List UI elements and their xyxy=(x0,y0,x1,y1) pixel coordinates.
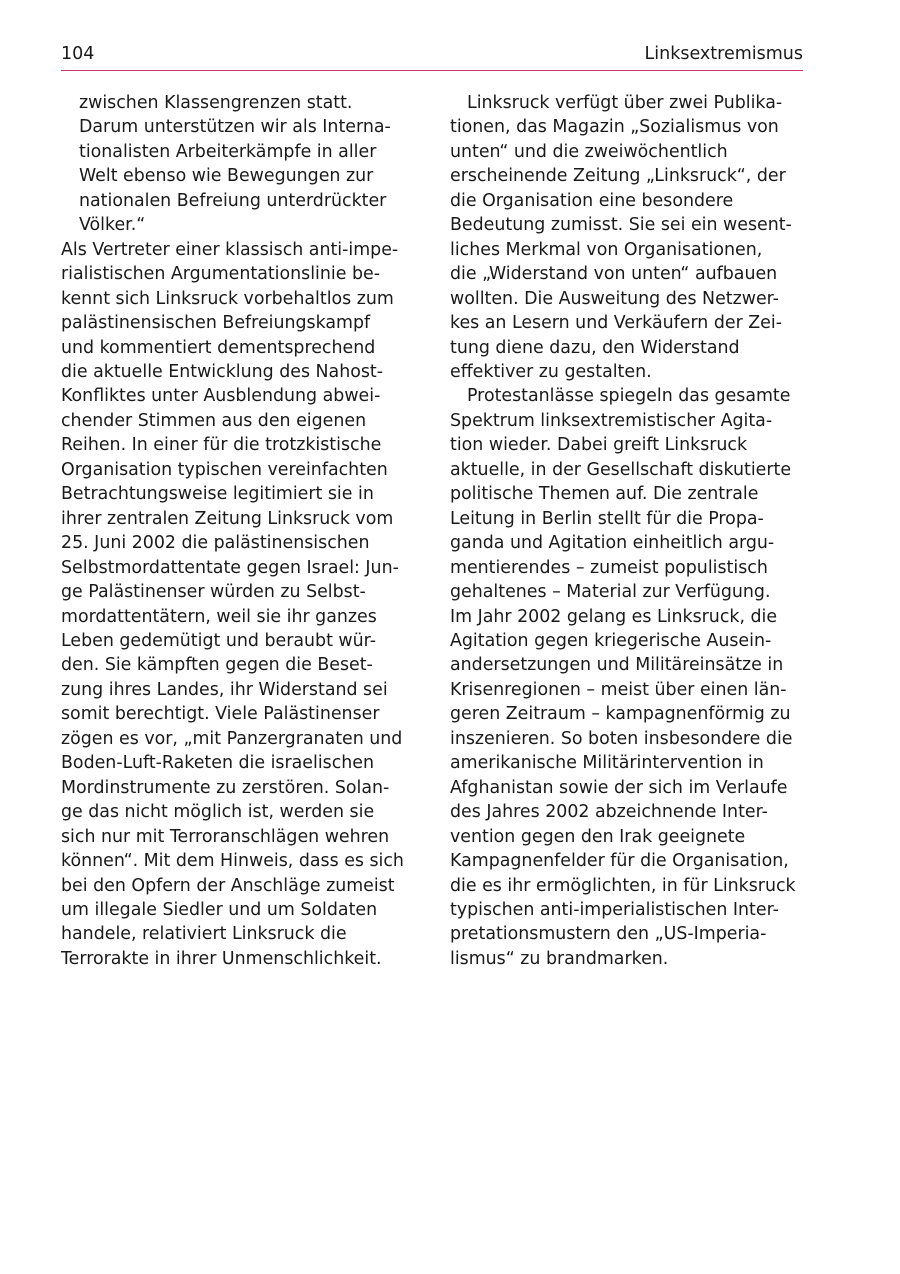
paragraph xyxy=(450,91,803,384)
text-line: amerikanische Militärintervention in xyxy=(450,753,764,774)
text-line: kes an Lesern und Verkäufern der Zei- xyxy=(450,313,782,334)
text-line: palästinensischen Befreiungskampf xyxy=(61,313,371,334)
text-line: Linksruck verfügt über zwei Publika- xyxy=(467,93,783,113)
text-line: die aktuelle Entwicklung des Nahost- xyxy=(61,361,384,382)
text-line: sich nur mit Terroranschlägen wehren xyxy=(61,826,390,847)
text-line: andersetzungen und Militäreinsätze in xyxy=(450,655,784,676)
text-line: unten“ und die zweiwöchentlich xyxy=(450,141,728,162)
text-line: wollten. Die Ausweitung des Netzwer- xyxy=(450,288,779,309)
text-line: können“. Mit dem Hinweis, dass es sich xyxy=(61,851,404,872)
text-line: Völker.“ xyxy=(79,215,146,236)
text-line: rialistischen Argumentationslinie be- xyxy=(61,264,380,285)
text-line: tion wieder. Dabei greift Linksruck xyxy=(450,435,748,456)
text-line: pretationsmustern den „US-Imperia- xyxy=(450,924,767,945)
text-line: Afghanistan sowie der sich im Verlaufe xyxy=(450,777,788,798)
text-line: den. Sie kämpften gegen die Beset- xyxy=(61,655,373,676)
page-number: 104 xyxy=(61,44,95,64)
text-line: vention gegen den Irak geeignete xyxy=(450,826,746,847)
text-line: um illegale Siedler und um Soldaten xyxy=(61,899,378,920)
text-line: tionen, das Magazin „Sozialismus von xyxy=(450,117,779,138)
text-line: ihrer zentralen Zeitung Linksruck vom xyxy=(61,508,394,529)
text-line: typischen anti-imperialistischen Inter- xyxy=(450,899,779,920)
text-line: Reihen. In einer für die trotzkistische xyxy=(61,435,382,456)
text-line: politische Themen auf. Die zentrale xyxy=(450,484,759,505)
text-line: Leben gedemütigt und beraubt wür- xyxy=(61,630,376,651)
text-line: und kommentiert dementsprechend xyxy=(61,337,376,358)
text-line: Boden-Luft-Raketen die israelischen xyxy=(61,753,375,774)
text-line: liches Merkmal von Organisationen, xyxy=(450,239,763,260)
text-line: Welt ebenso wie Bewegungen zur xyxy=(79,166,374,187)
text-line: ge Palästinenser würden zu Selbst- xyxy=(61,582,366,603)
text-line: geren Zeitraum – kampagnenförmig zu xyxy=(450,704,791,725)
text-line: die es ihr ermöglichten, in für Linksruck xyxy=(450,875,796,896)
text-line: nationalen Befreiung unterdrückter xyxy=(79,190,387,211)
text-line: Krisenregionen – meist über einen län- xyxy=(450,679,787,700)
text-line: die Organisation eine besondere xyxy=(450,190,734,211)
header-rule xyxy=(61,70,803,71)
block-quote xyxy=(61,91,413,238)
running-title: Linksextremismus xyxy=(644,44,803,64)
text-line: Leitung in Berlin stellt für die Propa- xyxy=(450,508,764,529)
text-line: 25. Juni 2002 die palästinensischen xyxy=(61,533,370,554)
text-line: aktuelle, in der Gesellschaft diskutierte xyxy=(450,459,792,480)
text-line: Spektrum linksextremistischer Agita- xyxy=(450,410,773,431)
text-line: die „Widerstand von unten“ aufbauen xyxy=(450,264,778,285)
text-line: des Jahres 2002 abzeichnende Inter- xyxy=(450,802,768,823)
text-line: Betrachtungsweise legitimiert sie in xyxy=(61,484,374,505)
paragraph xyxy=(450,384,803,971)
text-line: Im Jahr 2002 gelang es Linksruck, die xyxy=(450,606,778,627)
text-line: Bedeutung zumisst. Sie sei ein wesent- xyxy=(450,215,792,236)
text-line: zung ihres Landes, ihr Widerstand sei xyxy=(61,679,388,700)
text-line: erscheinende Zeitung „Linksruck“, der xyxy=(450,166,786,187)
text-line: Als Vertreter einer klassisch anti-impe- xyxy=(61,239,399,260)
text-line: Konfliktes unter Ausblendung abwei- xyxy=(61,386,381,407)
text-line: Agitation gegen kriegerische Ausein- xyxy=(450,630,772,651)
text-line: zögen es vor, „mit Panzergranaten und xyxy=(61,728,403,749)
text-line: tung diene dazu, den Widerstand xyxy=(450,337,740,358)
text-line: Protestanlässe spiegeln das gesamte xyxy=(467,386,791,407)
text-line: mentierendes – zumeist populistisch xyxy=(450,557,768,578)
text-line: ganda und Agitation einheitlich argu- xyxy=(450,533,775,554)
right-column xyxy=(450,91,803,971)
text-line: kennt sich Linksruck vorbehaltlos zum xyxy=(61,288,394,309)
text-line: Mordinstrumente zu zerstören. Solan- xyxy=(61,777,390,798)
text-line: chender Stimmen aus den eigenen xyxy=(61,410,367,431)
text-line: Selbstmordattentate gegen Israel: Jun- xyxy=(61,557,399,578)
text-line: Organisation typischen vereinfachten xyxy=(61,459,388,480)
text-line: Darum unterstützen wir als Interna- xyxy=(79,117,391,138)
text-line: Terrorakte in ihrer Unmenschlichkeit. xyxy=(61,948,382,969)
left-column xyxy=(61,91,413,971)
text-line: lismus“ zu brandmarken. xyxy=(450,948,669,969)
text-line: ge das nicht möglich ist, werden sie xyxy=(61,802,375,823)
paragraph xyxy=(61,238,413,972)
page-header xyxy=(61,44,803,70)
text-line: somit berechtigt. Viele Palästinenser xyxy=(61,704,380,725)
text-line: Kampagnenfelder für die Organisation, xyxy=(450,851,789,872)
text-line: zwischen Klassengrenzen statt. xyxy=(79,93,353,113)
text-line: mordattentätern, weil sie ihr ganzes xyxy=(61,606,377,627)
text-line: bei den Opfern der Anschläge zumeist xyxy=(61,875,395,896)
text-line: handele, relativiert Linksruck die xyxy=(61,924,347,945)
text-line: effektiver zu gestalten. xyxy=(450,361,652,382)
text-line: tionalisten Arbeiterkämpfe in aller xyxy=(79,141,377,162)
text-line: inszenieren. So boten insbesondere die xyxy=(450,728,793,749)
text-line: gehaltenes – Material zur Verfügung. xyxy=(450,582,771,603)
